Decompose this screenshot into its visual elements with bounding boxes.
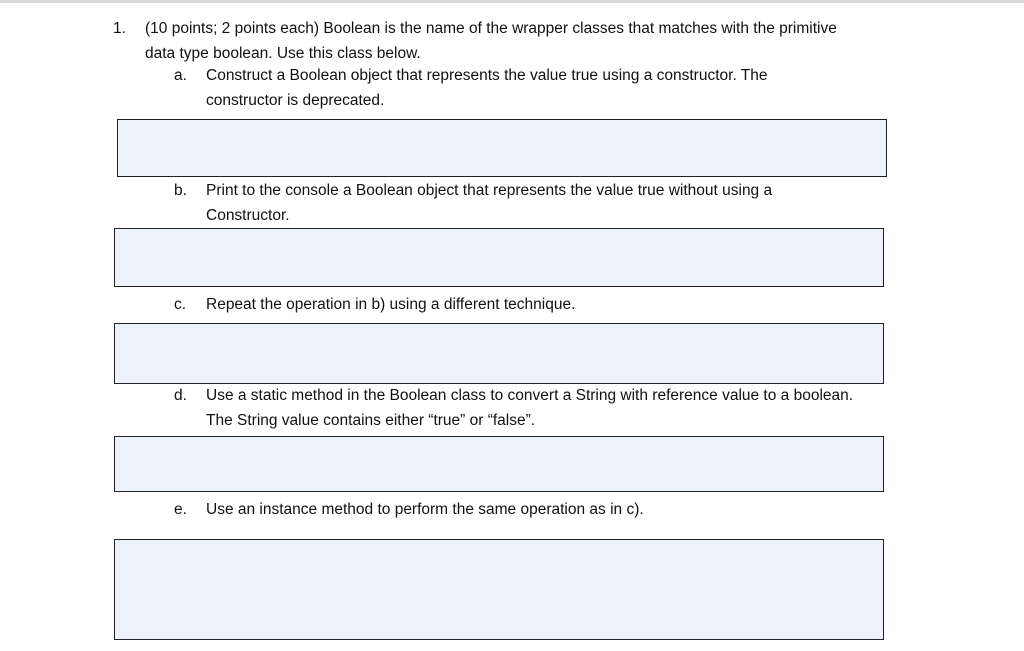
- answer-box-c[interactable]: [114, 323, 884, 384]
- part-b-letter: b.: [174, 182, 187, 199]
- part-a-letter: a.: [174, 67, 187, 84]
- answer-box-b[interactable]: [114, 228, 884, 287]
- question-number: 1.: [113, 20, 126, 37]
- part-b-text: Print to the console a Boolean object that represents the value true without using a Constructor.: [206, 182, 773, 224]
- part-c-text: Repeat the operation in b) using a different technique.: [206, 296, 576, 313]
- answer-box-a[interactable]: [117, 119, 887, 177]
- part-c-letter: c.: [174, 296, 187, 313]
- part-a-text: Construct a Boolean object that represents the value true using a constructor. The constructor is deprecated.: [206, 67, 768, 109]
- part-e-text: Use an instance method to perform the same operation as in c).: [206, 501, 644, 518]
- part-d-letter: d.: [174, 387, 187, 404]
- part-e-letter: e.: [174, 501, 187, 518]
- answer-box-e[interactable]: [114, 539, 884, 640]
- answer-box-d[interactable]: [114, 436, 884, 492]
- part-d-text: Use a static method in the Boolean class to convert a String with reference value to a boolean. The String value contains either “true” or “false”.: [206, 387, 854, 429]
- page-top-rule: [0, 0, 1024, 3]
- question-prompt: (10 points; 2 points each) Boolean is the name of the wrapper classes that matches with the primitive data type boolean. Use this class below.: [145, 20, 837, 62]
